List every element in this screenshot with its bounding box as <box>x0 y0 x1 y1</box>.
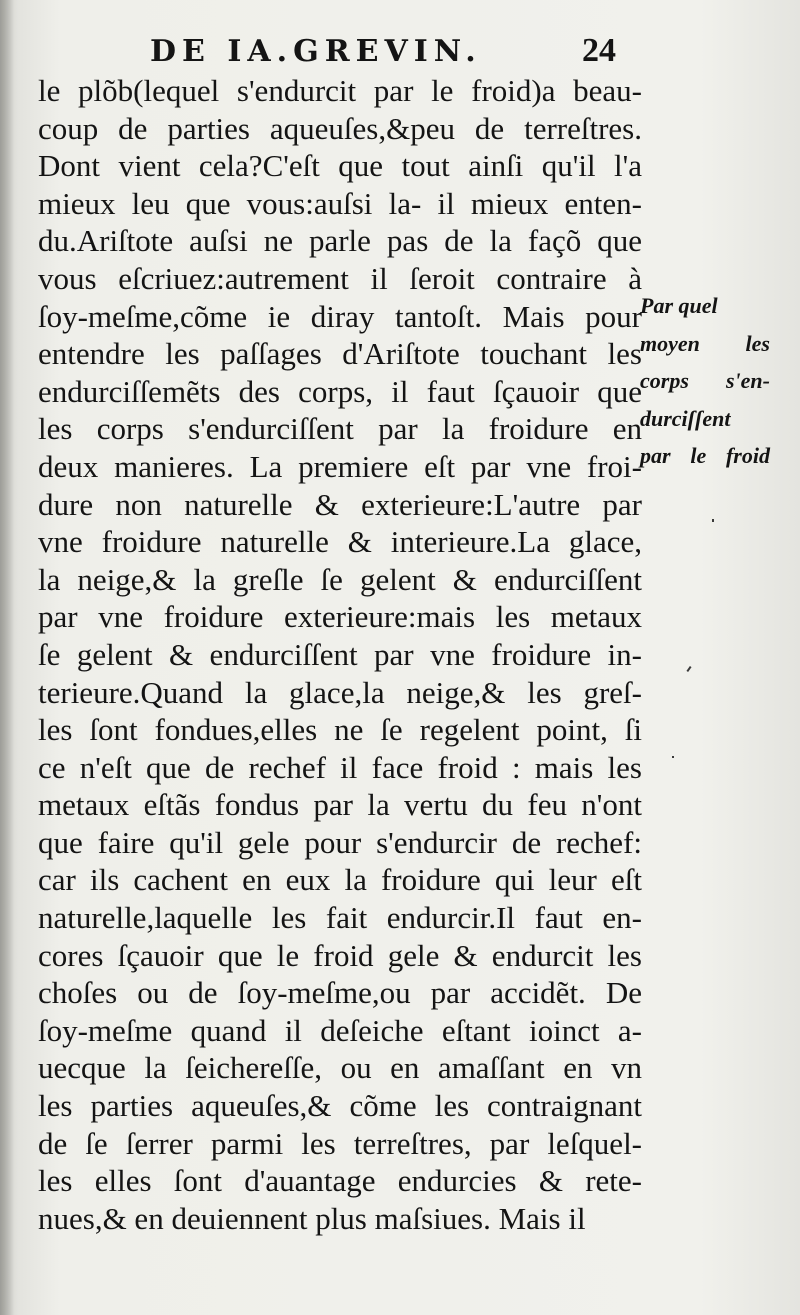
text-line: endurciſſemẽts des corps, il faut ſçauoir que <box>38 373 642 409</box>
text-line: entendre les paſſages d'Ariſtote touchant les <box>38 336 642 372</box>
text-line: naturelle,laquelle les fait endurcir.Il faut en- <box>38 900 642 936</box>
gutter-shadow <box>0 0 14 1315</box>
marginal-note-line: durciſſent <box>640 405 731 431</box>
text-line: les ſont fondues,elles ne ſe regelent point, ſi <box>38 712 642 748</box>
text-line: dure non naturelle & exterieure:L'autre par <box>38 486 642 522</box>
marginal-note-line: Par quel <box>640 293 718 318</box>
ink-speck <box>712 519 714 522</box>
text-line: les parties aqueuſes,& cõme les contraignant <box>38 1088 642 1124</box>
text-line: choſes ou de ſoy-meſme,ou par accidẽt. De <box>38 975 642 1011</box>
text-line: ſoy-meſme,cõme ie diray tantoſt. Mais pour <box>38 298 642 334</box>
text-line: coup de parties aqueuſes,&peu de terreſtres. <box>38 110 642 146</box>
text-line: de ſe ſerrer parmi les terreſtres, par leſquel- <box>38 1125 642 1161</box>
marginal-note-line: corps s'en- <box>640 368 770 394</box>
marginal-note <box>640 287 770 475</box>
marginal-note-line: par le froid <box>640 443 770 469</box>
text-line: metaux eſtãs fondus par la vertu du feu n'ont <box>38 787 642 823</box>
text-line: vous eſcriuez:autrement il ſeroit contraire à <box>38 260 642 296</box>
text-line: car ils cachent en eux la froidure qui leur eſt <box>38 862 642 898</box>
text-line: mieux leu que vous:auſsi la- il mieux enten- <box>38 185 642 221</box>
text-line: du.Ariſtote auſsi ne parle pas de la façõ que <box>38 223 642 259</box>
text-line: le plõb(lequel s'endurcit par le froid)a beau- <box>38 73 642 108</box>
marginal-note-line: moyen les <box>640 330 770 356</box>
text-line: ſoy-meſme quand il deſeiche eſtant ioinct a- <box>38 1012 642 1048</box>
text-line: ſe gelent & endurciſſent par vne froidure in- <box>38 636 642 672</box>
ink-speck <box>686 666 691 672</box>
text-line: deux manieres. La premiere eſt par vne froi- <box>38 448 642 484</box>
text-line: terieure.Quand la glace,la neige,& les greſ- <box>38 674 642 710</box>
text-line: vne froidure naturelle & interieure.La glace, <box>38 524 642 560</box>
text-line: par vne froidure exterieure:mais les metaux <box>38 599 642 635</box>
ink-speck <box>672 756 674 758</box>
text-line: ce n'eſt que de rechef il face froid : mais les <box>38 749 642 785</box>
running-head-title: DE IA.GREVIN. <box>150 34 482 69</box>
text-line: Dont vient cela?C'eſt que tout ainſi qu'il l'a <box>38 148 642 184</box>
text-line: uecque la ſeichereſſe, ou en amaſſant en vn <box>38 1050 642 1086</box>
text-line: nues,& en deuiennent plus maſsiues. Mais il <box>38 1200 586 1236</box>
text-line: cores ſçauoir que le froid gele & endurcit les <box>38 937 642 973</box>
text-line: les corps s'endurciſſent par la froidure en <box>38 411 642 447</box>
text-line: que faire qu'il gele pour s'endurcir de rechef: <box>38 824 642 860</box>
text-line: la neige,& la greſle ſe gelent & endurciſſent <box>38 561 642 597</box>
page-number: 24 <box>582 32 616 69</box>
text-line: les elles ſont d'auantage endurcies & rete- <box>38 1163 642 1199</box>
body-text <box>38 72 642 1237</box>
